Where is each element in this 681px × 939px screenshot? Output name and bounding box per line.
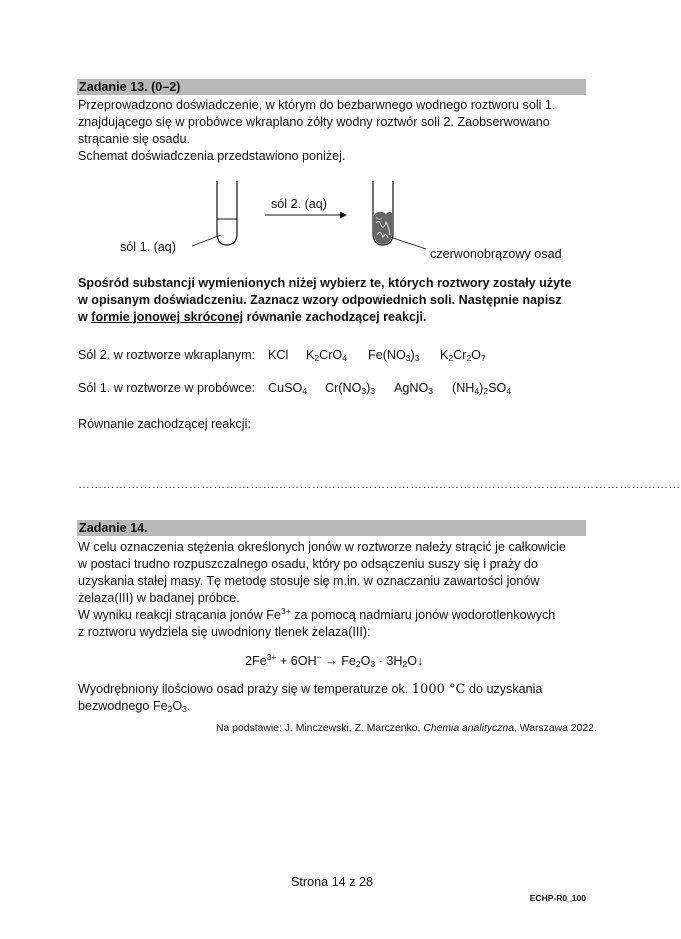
task14-text-line: W wyniku reakcji strącania jonów $Fe^{3+}$ za pomocą nadmiaru jonów wodorotlenkowych	[78, 606, 556, 622]
task13-header: Zadanie 13. (0–2)	[77, 79, 586, 95]
task13-intro-line: znajdującego się w probówce wkraplano żółty wodny roztwór soli 2. Zaobserwowano	[78, 115, 550, 129]
task14-text-line: uzyskania stałej masy. Tę metodę stosuje się m.in. w oznaczaniu zawartości jonów	[78, 574, 540, 588]
salt2-label: Sól 2. w roztworze wkraplanym:	[78, 348, 256, 362]
experiment-diagram	[180, 175, 440, 255]
final-text: Wyodrębniony ilościowo osad praży się w temperaturze ok.	[78, 682, 412, 696]
test-tube-right	[373, 181, 393, 245]
task14-header: Zadanie 14.	[77, 520, 586, 536]
salt1-pointer-line	[192, 235, 221, 246]
task14-text-line: w postaci trudno rozpuszczalnego osadu, który po odsączeniu suszy się i praży do	[78, 557, 538, 571]
task13-intro-line: Przeprowadzono doświadczenie, w którym do bezbarwnego wodnego roztworu soli 1.	[78, 98, 556, 112]
instruction-line	[78, 309, 427, 325]
option-kcl[interactable]: KCl	[268, 348, 289, 362]
option-cuso4[interactable]: CuSO$_4$	[268, 381, 308, 396]
instruction-text: w	[78, 310, 92, 324]
precipitate-label: czerwonobrązowy osad	[430, 247, 562, 261]
temperature-value: 1000 °C	[411, 682, 466, 697]
instruction-text: równanie zachodzącej reakcji.	[243, 310, 427, 324]
answer-line[interactable]: …………………………………………………………………………………………………………………………………	[78, 477, 681, 491]
salt1-label: sól 1. (aq)	[120, 240, 176, 254]
task14-text-line: W celu oznaczenia stężenia określonych jonów w roztworze należy strącić je całkowicie	[78, 540, 566, 554]
final-text: do uzyskania	[465, 682, 543, 696]
option-nh4-2so4[interactable]: $(NH_4)_2SO_4$	[452, 381, 511, 396]
instruction-line: w opisanym doświadczeniu. Zaznacz wzory odpowiednich soli. Następnie napisz	[78, 293, 562, 307]
reaction-equation: $2Fe^{3+} + 6OH^- \to Fe_2O_3$ · $3H_2O↓$	[245, 652, 424, 669]
source-text: Na podstawie: J. Minczewski, Z. Marczenko,	[216, 723, 424, 734]
task14-final-line: bezwodnego $Fe_2O_3$.	[78, 699, 191, 714]
option-k2cr2o7[interactable]: $K_2Cr_2O_7$	[440, 348, 486, 363]
precipitate-pointer-line	[390, 237, 426, 249]
arrow-label: sól 2. (aq)	[271, 197, 327, 211]
task13-intro-line: Schemat doświadczenia przedstawiono poniżej.	[78, 149, 346, 163]
reaction-arrow	[265, 212, 347, 219]
page-number: Strona 14 z 28	[291, 875, 373, 889]
instruction-line: Spośród substancji wymienionych niżej wybierz te, których roztwory zostały użyte	[78, 276, 572, 290]
final-text: bezwodnego Fe	[78, 699, 168, 713]
task14-text-line: żelaza(III) w badanej próbce.	[78, 591, 240, 605]
salt1-row-label: Sól 1. w roztworze w probówce:	[78, 381, 256, 395]
option-fe-no3-3[interactable]: $Fe(NO_3)_3$	[368, 348, 420, 363]
option-k2cro4[interactable]: $K_2CrO_4$	[306, 348, 347, 363]
option-cr-no3-3[interactable]: $Cr(NO_3)_3$	[325, 381, 376, 396]
source-citation	[216, 723, 597, 734]
option-agno3[interactable]: AgNO$_3$	[394, 381, 434, 396]
task14-text-line: z roztworu wydziela się uwodniony tlenek żelaza(III):	[78, 625, 371, 639]
equation-label: Równanie zachodzącej reakcji:	[78, 417, 251, 431]
source-title: Chemia analityczna	[423, 723, 514, 734]
task13-intro-line: strącanie się osadu.	[78, 132, 191, 146]
source-text: , Warszawa 2022.	[514, 723, 597, 734]
exam-code: ECHP-R0_100	[529, 893, 586, 903]
task14-final-line	[78, 681, 542, 698]
reaction-intro: W wyniku reakcji strącania jonów Fe	[78, 608, 281, 622]
instruction-underlined: formie jonowej skróconej	[91, 310, 244, 324]
reaction-intro: za pomocą nadmiaru jonów wodorotlenkowych	[290, 608, 556, 622]
